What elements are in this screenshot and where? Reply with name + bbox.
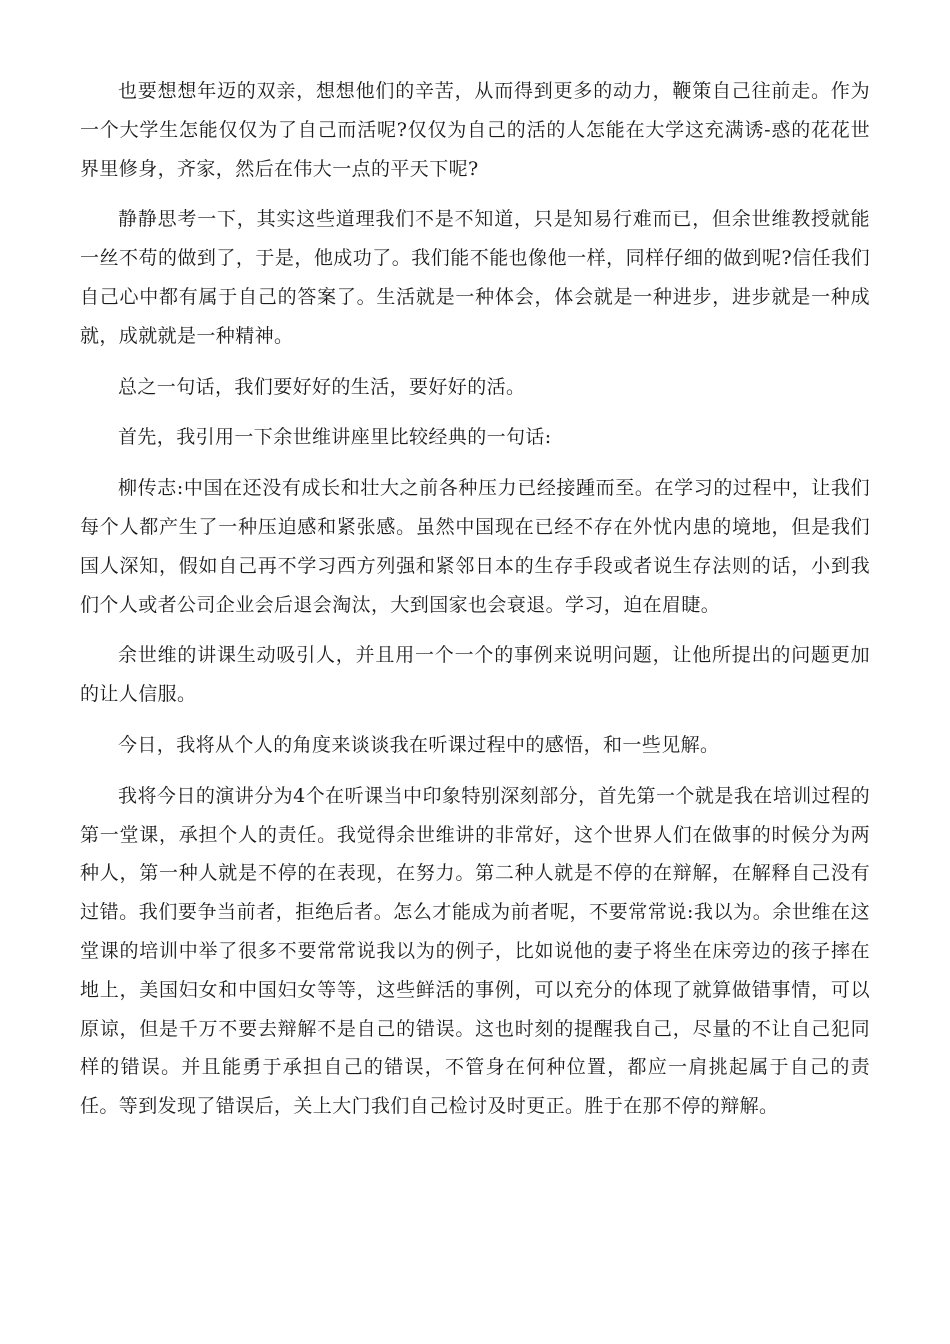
document-body (80, 72, 870, 1138)
paragraph-3: 总之一句话，我们要好好的生活，要好好的活。 (118, 375, 526, 398)
paragraph-2: 静静思考一下，其实这些道理我们不是不知道，只是知易行难而已，但余世维教授就能一丝不苟的做到了，于是，他成功了。我们能不能也像他一样，同样仔细的做到呢?信任我们自己心中都有属于自己的答案了。生活就是一种体会，体会就是一种进步，进步就是一种成就，成就就是一种精神。 (80, 208, 870, 347)
paragraph-1: 也要想想年迈的双亲，想想他们的辛苦，从而得到更多的动力，鞭策自己往前走。作为一个大学生怎能仅仅为了自己而活呢?仅仅为自己的活的人怎能在大学这充满诱-惑的花花世界里修身，齐家，然后在伟大一点的平天下呢? (80, 80, 870, 180)
paragraph-8: 我将今日的演讲分为4个在听课当中印象特别深刻部分，首先第一个就是我在培训过程的第一堂课，承担个人的责任。我觉得余世维讲的非常好，这个世界人们在做事的时候分为两种人，第一种人就是不停的在表现，在努力。第二种人就是不停的在辩解，在解释自己没有过错。我们要争当前者，拒绝后者。怎么才能成为前者呢，不要常常说:我以为。余世维在这堂课的培训中举了很多不要常常说我以为的例子，比如说他的妻子将坐在床旁边的孩子摔在地上，美国妇女和中国妇女等等，这些鲜活的事例，可以充分的体现了就算做错事情，可以原谅，但是千万不要去辩解不是自己的错误。这也时刻的提醒我自己，尽量的不让自己犯同样的错误。并且能勇于承担自己的错误，不管身在何种位置，都应一肩挑起属于自己的责任。等到发现了错误后，关上大门我们自己检讨及时更正。胜于在那不停的辩解。 (80, 784, 870, 1118)
paragraph-5: 柳传志:中国在还没有成长和壮大之前各种压力已经接踵而至。在学习的过程中，让我们每个人都产生了一种压迫感和紧张感。虽然中国现在已经不存在外忧内患的境地，但是我们国人深知，假如自己再不学习西方列强和紧邻日本的生存手段或者说生存法则的话，小到我们个人或者公司企业会后退会淘汰，大到国家也会衰退。学习，迫在眉睫。 (80, 477, 870, 616)
paragraph-6: 余世维的讲课生动吸引人，并且用一个一个的事例来说明问题，让他所提出的问题更加的让人信服。 (80, 644, 870, 706)
paragraph-4: 首先，我引用一下余世维讲座里比较经典的一句话: (118, 426, 552, 449)
paragraph-7: 今日，我将从个人的角度来谈谈我在听课过程中的感悟，和一些见解。 (118, 733, 720, 756)
